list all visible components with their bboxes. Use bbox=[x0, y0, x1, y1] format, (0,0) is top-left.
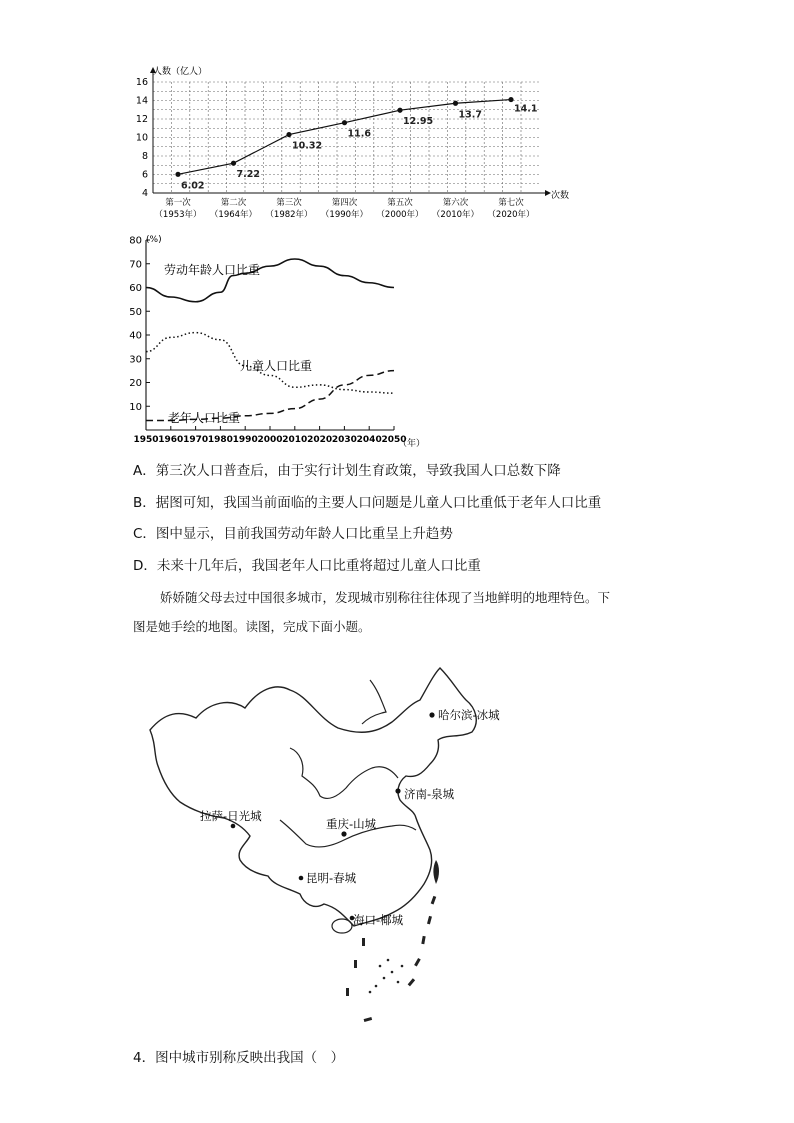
chart1-data-point bbox=[286, 132, 291, 137]
option-d: D．未来十几年后，我国老年人口比重将超过儿童人口比重 bbox=[133, 558, 481, 574]
intro-line-2: 图是她手绘的地图。读图，完成下面小题。 bbox=[133, 619, 371, 634]
chart2-ylabel: (%) bbox=[146, 235, 162, 245]
chart1-ytick-labels bbox=[136, 77, 148, 199]
chart1-data-point bbox=[397, 108, 402, 113]
chart2-series bbox=[146, 259, 394, 421]
chart2-xtick-label: 1970 bbox=[183, 435, 209, 445]
city-label-kunming: 昆明-春城 bbox=[306, 871, 357, 885]
chart1-xtick-year: （2020年） bbox=[487, 210, 535, 220]
city-marker-harbin bbox=[429, 712, 434, 717]
chart1-xtick-year: （1990年） bbox=[320, 210, 369, 220]
chart1-xtick-label: 第三次 bbox=[276, 198, 302, 208]
chart1-ytick-label: 4 bbox=[141, 188, 148, 199]
chart1-data-point bbox=[508, 97, 513, 102]
city-marker-jinan bbox=[395, 788, 400, 793]
chart1-xtick-year: （1953年） bbox=[154, 210, 202, 220]
city-label-harbin: 哈尔滨-冰城 bbox=[438, 708, 500, 722]
series-label-children: 儿童人口比重 bbox=[240, 359, 313, 373]
chart2-ytick-label: 80 bbox=[129, 235, 142, 247]
chart1-xtick-labels bbox=[154, 197, 534, 220]
chart2-xtick-label: 1960 bbox=[158, 435, 184, 445]
chart1-data-label: 14.1 bbox=[514, 103, 538, 115]
chart2-xtick-label: 1980 bbox=[207, 435, 233, 445]
chart2-ytick-label: 30 bbox=[129, 354, 142, 366]
chart2-xlabel: （年） bbox=[398, 439, 426, 449]
chart1-xtick-year: （1964年） bbox=[209, 210, 258, 220]
chart2-xtick-label: 2020 bbox=[307, 435, 333, 445]
city-marker-kunming bbox=[299, 876, 304, 881]
chart2-xtick-labels bbox=[133, 435, 406, 445]
chart1-ytick-label: 10 bbox=[135, 132, 148, 144]
chart1-xtick-label: 第四次 bbox=[331, 198, 358, 208]
city-label-haikou: 海口-椰城 bbox=[353, 913, 404, 927]
city-label-lhasa: 拉萨-日光城 bbox=[200, 809, 262, 823]
chart1-xtick-year: （2010年） bbox=[431, 210, 480, 220]
chart1-data-point bbox=[175, 172, 180, 177]
city-label-chongqing: 重庆-山城 bbox=[326, 817, 377, 831]
city-marker-lhasa bbox=[231, 824, 236, 829]
chart1-data-label: 7.22 bbox=[236, 169, 260, 181]
city-label-jinan: 济南-泉城 bbox=[404, 787, 455, 801]
chart1-ytick-label: 12 bbox=[135, 114, 148, 125]
chart2-ytick-label: 40 bbox=[129, 330, 142, 342]
chart2-xtick-label: 2040 bbox=[356, 435, 382, 445]
chart1-xtick-label: 第六次 bbox=[442, 198, 469, 208]
chart1-data-label: 10.32 bbox=[292, 140, 323, 152]
option-b: B．据图可知，我国当前面临的主要人口问题是儿童人口比重低于老年人口比重 bbox=[133, 495, 602, 511]
chart1-data-label: 12.95 bbox=[403, 116, 434, 128]
map-region-line bbox=[362, 680, 386, 724]
chart1-xlabel: 次数 bbox=[551, 191, 570, 201]
age-structure-chart bbox=[120, 232, 440, 450]
series-label-working-age: 劳动年龄人口比重 bbox=[164, 263, 261, 277]
chart2-ytick-label: 50 bbox=[129, 306, 142, 318]
chart2-ytick-labels bbox=[129, 236, 142, 413]
chart1-xtick-label: 第五次 bbox=[387, 198, 413, 208]
chart2-ytick-label: 20 bbox=[129, 378, 142, 389]
series-label-elderly: 老年人口比重 bbox=[168, 411, 241, 425]
chart1-ytick-label: 16 bbox=[135, 77, 148, 88]
intro-line-1: 娇娇随父母去过中国很多城市，发现城市别称往往体现了当地鲜明的地理特色。下 bbox=[160, 590, 611, 605]
chart2-xtick-label: 1950 bbox=[133, 435, 159, 445]
chart1-xtick-year: （2000年） bbox=[376, 210, 424, 220]
option-a: A．第三次人口普查后，由于实行计划生育政策，导致我国人口总数下降 bbox=[133, 463, 561, 479]
chart1-data-point bbox=[453, 101, 458, 106]
chart1-xtick-label: 第二次 bbox=[220, 198, 247, 208]
taiwan-island bbox=[433, 860, 439, 884]
chart2-xtick-label: 1990 bbox=[232, 435, 258, 445]
chart1-ytick-label: 14 bbox=[135, 95, 148, 107]
chart1-ylabel: 人数（亿人） bbox=[153, 67, 208, 77]
chart1-grid bbox=[153, 82, 539, 193]
chart2-xtick-label: 2050 bbox=[381, 435, 407, 445]
option-c: C．图中显示，目前我国劳动年龄人口比重呈上升趋势 bbox=[133, 526, 453, 542]
china-sketch-map bbox=[140, 660, 500, 1035]
chart1-series bbox=[175, 97, 537, 191]
chart1-data-label: 6.02 bbox=[181, 180, 205, 192]
chart2-xtick-label: 2030 bbox=[331, 435, 357, 445]
chart1-xtick-label: 第七次 bbox=[498, 198, 524, 208]
chart1-data-point bbox=[342, 120, 347, 125]
chart1-xtick-label: 第一次 bbox=[165, 198, 191, 208]
chart2-xtick-label: 2010 bbox=[282, 435, 308, 445]
chart2-xtick-label: 2000 bbox=[257, 435, 283, 445]
chart1-xtick-year: （1982年） bbox=[265, 210, 313, 220]
chart1-ytick-label: 8 bbox=[141, 151, 148, 162]
chart1-data-label: 13.7 bbox=[458, 109, 482, 121]
chart2-ytick-label: 10 bbox=[129, 401, 142, 413]
chart1-data-label: 11.6 bbox=[347, 128, 371, 140]
chart1-data-point bbox=[231, 161, 236, 166]
chart1-ytick-label: 6 bbox=[141, 169, 148, 181]
question-4: 4．图中城市别称反映出我国（ ） bbox=[133, 1050, 345, 1066]
hainan-island bbox=[332, 919, 352, 933]
chart2-ytick-label: 70 bbox=[129, 259, 142, 271]
map-region-line bbox=[290, 748, 398, 798]
city-marker-chongqing bbox=[341, 831, 346, 836]
chart2-ytick-label: 60 bbox=[129, 283, 142, 294]
population-census-chart bbox=[125, 60, 585, 225]
